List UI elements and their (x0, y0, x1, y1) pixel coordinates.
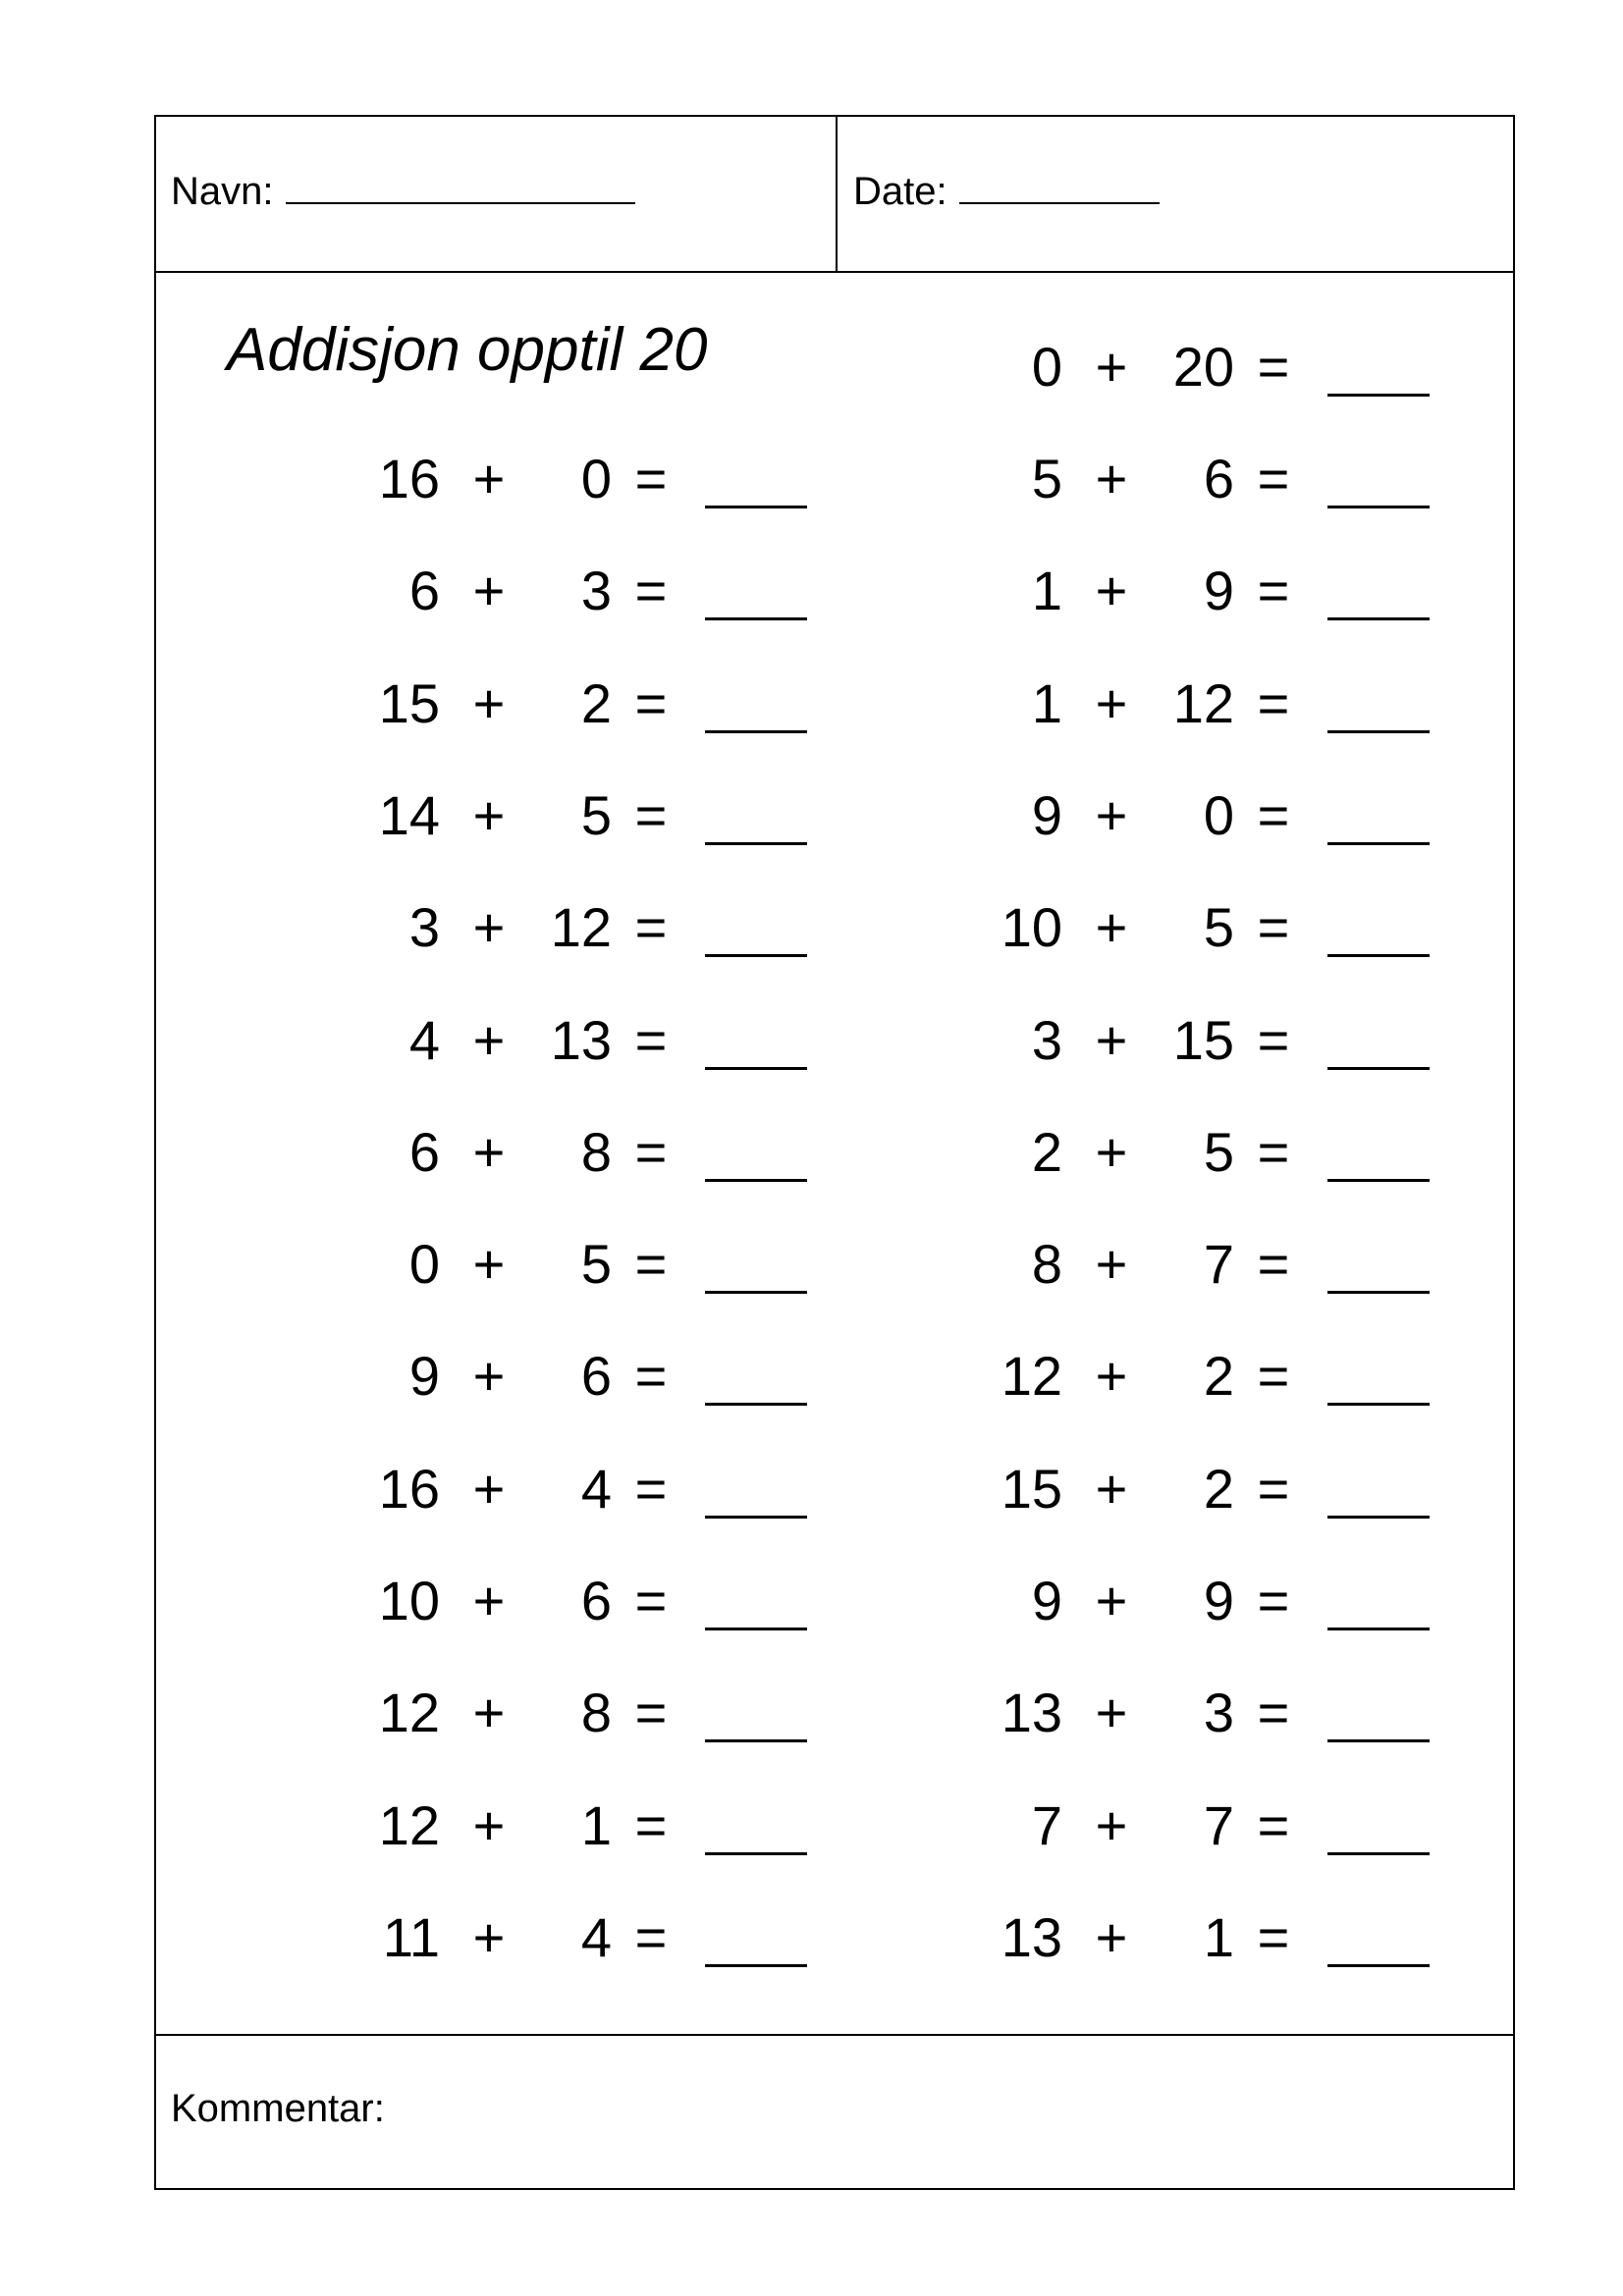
operand-a: 3 (408, 896, 440, 959)
operand-b: 1 (1203, 1905, 1234, 1968)
answer-blank[interactable] (1327, 506, 1430, 508)
plus-sign: + (472, 671, 506, 734)
equals-sign: = (634, 1793, 668, 1856)
answer-blank[interactable] (1327, 394, 1430, 397)
equals-sign: = (1257, 896, 1290, 959)
problem-row (352, 1679, 862, 1747)
header-divider (836, 117, 838, 271)
problem-row (352, 1455, 862, 1523)
equals-sign: = (1257, 1345, 1290, 1408)
operand-a: 13 (1001, 1905, 1062, 1968)
problem-row (352, 1903, 862, 1972)
problem-row (974, 1006, 1485, 1075)
operand-a: 14 (378, 783, 440, 846)
problem-row (974, 1679, 1485, 1747)
operand-a: 13 (1001, 1682, 1062, 1744)
plus-sign: + (1095, 1905, 1128, 1968)
problem-row (974, 1791, 1485, 1860)
operand-a: 6 (408, 1120, 440, 1183)
answer-blank[interactable] (1327, 617, 1430, 620)
operand-a: 10 (378, 1570, 440, 1631)
equals-sign: = (1257, 1008, 1290, 1071)
equals-sign: = (1257, 1233, 1290, 1296)
date-line[interactable] (959, 202, 1160, 204)
plus-sign: + (1095, 1570, 1128, 1631)
problem-row (974, 445, 1485, 513)
operand-b: 9 (1203, 1570, 1234, 1631)
operand-a: 12 (1001, 1345, 1062, 1408)
operand-a: 10 (1001, 896, 1062, 959)
operand-a: 0 (1031, 336, 1062, 398)
header (156, 117, 1513, 273)
plus-sign: + (472, 1793, 506, 1856)
operand-b: 20 (1172, 336, 1234, 398)
equals-sign: = (1257, 560, 1290, 622)
operand-a: 4 (408, 1008, 440, 1071)
equals-sign: = (634, 560, 668, 622)
answer-blank[interactable] (705, 1516, 807, 1519)
operand-b: 7 (1203, 1793, 1234, 1856)
operand-a: 15 (1001, 1457, 1062, 1520)
answer-blank[interactable] (1327, 1403, 1430, 1406)
problem-row (352, 781, 862, 850)
plus-sign: + (1095, 560, 1128, 622)
problem-row (352, 445, 862, 513)
answer-blank[interactable] (705, 1628, 807, 1630)
equals-sign: = (634, 1345, 668, 1408)
equals-sign: = (634, 671, 668, 734)
problem-row (352, 1791, 862, 1860)
problem-row (974, 1230, 1485, 1299)
plus-sign: + (472, 1120, 506, 1183)
equals-sign: = (634, 783, 668, 846)
plus-sign: + (1095, 336, 1128, 398)
problem-row (974, 893, 1485, 962)
worksheet-title: Addisjon opptil 20 (227, 316, 708, 384)
operand-b: 3 (1203, 1682, 1234, 1744)
answer-blank[interactable] (1327, 1852, 1430, 1855)
answer-blank[interactable] (705, 1739, 807, 1742)
answer-blank[interactable] (1327, 730, 1430, 733)
plus-sign: + (472, 1905, 506, 1968)
problem-row (974, 1342, 1485, 1411)
plus-sign: + (472, 783, 506, 846)
operand-b: 0 (1203, 783, 1234, 846)
answer-blank[interactable] (705, 1852, 807, 1855)
operand-b: 8 (580, 1120, 612, 1183)
plus-sign: + (1095, 1793, 1128, 1856)
operand-b: 2 (580, 671, 612, 734)
answer-blank[interactable] (1327, 954, 1430, 957)
problem-row (974, 781, 1485, 850)
problem-row (974, 1903, 1485, 1972)
plus-sign: + (472, 448, 506, 509)
answer-blank[interactable] (705, 1964, 807, 1967)
operand-b: 6 (580, 1345, 612, 1408)
worksheet (154, 115, 1515, 2190)
equals-sign: = (634, 448, 668, 509)
date-label: Date: (853, 170, 947, 213)
equals-sign: = (1257, 448, 1290, 509)
date-field[interactable] (853, 168, 1160, 215)
plus-sign: + (1095, 448, 1128, 509)
equals-sign: = (634, 1233, 668, 1296)
footer (156, 2034, 1513, 2188)
problem-row (352, 1006, 862, 1075)
plus-sign: + (1095, 896, 1128, 959)
operand-b: 6 (580, 1570, 612, 1631)
operand-a: 7 (1031, 1793, 1062, 1856)
answer-blank[interactable] (1327, 1291, 1430, 1294)
plus-sign: + (472, 1570, 506, 1631)
equals-sign: = (1257, 1793, 1290, 1856)
operand-b: 8 (580, 1682, 612, 1744)
problem-row (352, 893, 862, 962)
operand-a: 0 (408, 1233, 440, 1296)
equals-sign: = (1257, 1457, 1290, 1520)
operand-b: 3 (580, 560, 612, 622)
equals-sign: = (1257, 1905, 1290, 1968)
equals-sign: = (634, 1457, 668, 1520)
answer-blank[interactable] (705, 1179, 807, 1182)
operand-a: 9 (1031, 1570, 1062, 1631)
operand-b: 5 (580, 783, 612, 846)
operand-b: 12 (550, 896, 612, 959)
operand-b: 4 (580, 1457, 612, 1520)
plus-sign: + (472, 1457, 506, 1520)
equals-sign: = (634, 1120, 668, 1183)
operand-a: 16 (378, 448, 440, 509)
answer-blank[interactable] (705, 617, 807, 620)
answer-blank[interactable] (705, 1067, 807, 1070)
plus-sign: + (1095, 1008, 1128, 1071)
answer-blank[interactable] (1327, 1067, 1430, 1070)
answer-blank[interactable] (1327, 1179, 1430, 1182)
operand-b: 4 (580, 1905, 612, 1968)
answer-blank[interactable] (1327, 1964, 1430, 1967)
operand-a: 9 (1031, 783, 1062, 846)
operand-a: 1 (1031, 671, 1062, 734)
equals-sign: = (634, 1008, 668, 1071)
equals-sign: = (1257, 1570, 1290, 1631)
operand-b: 9 (1203, 560, 1234, 622)
operand-b: 7 (1203, 1233, 1234, 1296)
plus-sign: + (1095, 1457, 1128, 1520)
operand-b: 5 (580, 1233, 612, 1296)
equals-sign: = (1257, 1120, 1290, 1183)
plus-sign: + (1095, 1682, 1128, 1744)
plus-sign: + (1095, 1120, 1128, 1183)
answer-blank[interactable] (1327, 842, 1430, 845)
answer-blank[interactable] (705, 730, 807, 733)
operand-a: 12 (378, 1682, 440, 1744)
problem-row (352, 1567, 862, 1635)
problem-row (974, 1118, 1485, 1187)
operand-a: 6 (408, 560, 440, 622)
operand-b: 2 (1203, 1457, 1234, 1520)
answer-blank[interactable] (1327, 1516, 1430, 1519)
operand-a: 16 (378, 1457, 440, 1520)
operand-a: 2 (1031, 1120, 1062, 1183)
answer-blank[interactable] (1327, 1739, 1430, 1742)
plus-sign: + (472, 1008, 506, 1071)
plus-sign: + (1095, 783, 1128, 846)
plus-sign: + (472, 1345, 506, 1408)
answer-blank[interactable] (705, 1403, 807, 1406)
name-line[interactable] (286, 202, 635, 204)
name-label: Navn: (171, 170, 274, 213)
operand-a: 8 (1031, 1233, 1062, 1296)
plus-sign: + (472, 1682, 506, 1744)
name-field[interactable] (171, 168, 635, 215)
equals-sign: = (634, 1682, 668, 1744)
operand-b: 15 (1172, 1008, 1234, 1071)
operand-a: 3 (1031, 1008, 1062, 1071)
problem-row (974, 669, 1485, 738)
operand-b: 0 (580, 448, 612, 509)
operand-a: 11 (382, 1905, 440, 1968)
operand-a: 15 (378, 671, 440, 734)
equals-sign: = (634, 896, 668, 959)
operand-b: 2 (1203, 1345, 1234, 1408)
equals-sign: = (634, 1905, 668, 1968)
operand-a: 5 (1031, 448, 1062, 509)
operand-a: 9 (408, 1345, 440, 1408)
problem-row (352, 1342, 862, 1411)
answer-blank[interactable] (705, 1291, 807, 1294)
operand-b: 5 (1203, 896, 1234, 959)
plus-sign: + (1095, 1233, 1128, 1296)
plus-sign: + (472, 560, 506, 622)
problem-row (352, 669, 862, 738)
operand-b: 6 (1203, 448, 1234, 509)
plus-sign: + (472, 1233, 506, 1296)
answer-blank[interactable] (1327, 1628, 1430, 1630)
problem-row (974, 333, 1485, 401)
equals-sign: = (1257, 1682, 1290, 1744)
answer-blank[interactable] (705, 842, 807, 845)
equals-sign: = (1257, 783, 1290, 846)
equals-sign: = (634, 1570, 668, 1631)
operand-a: 1 (1031, 560, 1062, 622)
problem-row (352, 1118, 862, 1187)
operand-b: 5 (1203, 1120, 1234, 1183)
operand-b: 12 (1172, 671, 1234, 734)
equals-sign: = (1257, 336, 1290, 398)
operand-b: 13 (550, 1008, 612, 1071)
problem-row (352, 1230, 862, 1299)
problem-row (974, 557, 1485, 625)
comment-label: Kommentar: (171, 2087, 385, 2130)
plus-sign: + (472, 896, 506, 959)
answer-blank[interactable] (705, 506, 807, 508)
equals-sign: = (1257, 671, 1290, 734)
operand-b: 1 (580, 1793, 612, 1856)
problem-row (352, 557, 862, 625)
plus-sign: + (1095, 1345, 1128, 1408)
plus-sign: + (1095, 671, 1128, 734)
operand-a: 12 (378, 1793, 440, 1856)
problem-row (974, 1455, 1485, 1523)
answer-blank[interactable] (705, 954, 807, 957)
problem-row (974, 1567, 1485, 1635)
